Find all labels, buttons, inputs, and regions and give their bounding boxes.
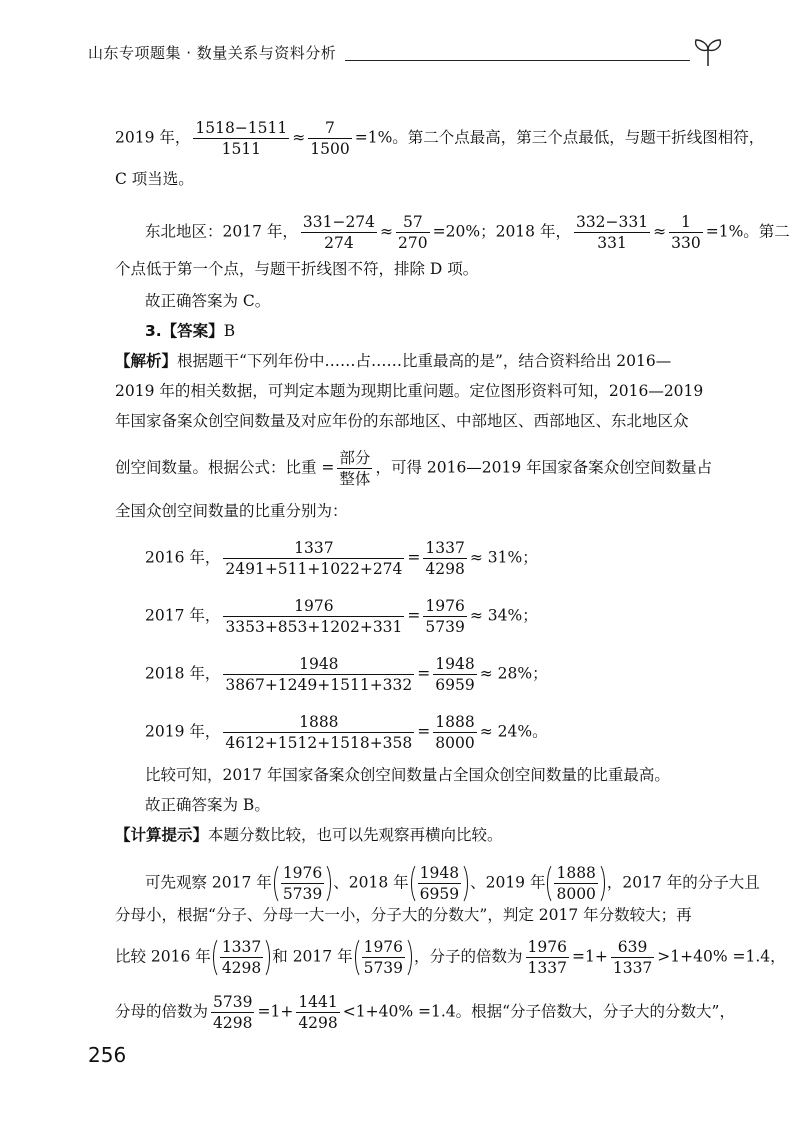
- text-line: 个点低于第一个点，与题干折线图不符，排除 D 项。: [115, 260, 479, 278]
- text-line: 【解析】根据题干“下列年份中……占……比重最高的是”，结合资料给出 2016—: [115, 352, 672, 370]
- text-line: 可先观察 2017 年 $\frac{1976}{5739}$ 、2018 年 $\frac{1948}{6959}$ 、2019 年 $\frac{1888}{8000}$ ，2017 年的分子大且: [145, 864, 760, 903]
- text-line: C 项当选。: [115, 170, 194, 188]
- text-line: 2019 年的相关数据，可判定本题为现期比重问题。定位图形资料可知，2016—2019: [115, 382, 704, 400]
- equation-row: 2018 年， $\frac{1948}{3867+1249+1511+332}$ = $\frac{1948}{6959}$ ≈ 28%；: [145, 655, 548, 694]
- running-header: 山东专项题集 · 数量关系与资料分析: [88, 44, 337, 62]
- text-line: 全国众创空间数量的比重分别为：: [115, 502, 348, 520]
- equation-row: 2019 年， $\frac{1888}{4612+1512+1518+358}$ = $\frac{1888}{8000}$ ≈ 24%。: [145, 713, 548, 752]
- text-line: 【计算提示】本题分数比较，也可以先观察再横向比较。: [115, 826, 503, 844]
- equation-row: 2016 年， $\frac{1337}{2491+511+1022+274}$ = $\frac{1337}{4298}$ ≈ 31%；: [145, 539, 538, 578]
- sprout-icon: [690, 36, 726, 68]
- equation-row: 2017 年， $\frac{1976}{3353+853+1202+331}$ = $\frac{1976}{5739}$ ≈ 34%；: [145, 597, 538, 636]
- text-line: 分母小，根据“分子、分母一大一小，分子大的分数大”，判定 2017 年分数较大；再: [115, 906, 692, 924]
- text-line: 年国家备案众创空间数量及对应年份的东部地区、中部地区、西部地区、东北地区众: [115, 412, 689, 430]
- page-number: 256: [88, 1043, 127, 1067]
- text-line: 故正确答案为 C。: [145, 292, 271, 310]
- header-rule: [345, 60, 690, 61]
- text-line: 比较 2016 年 $\frac{1337}{4298}$ 和 2017 年 $\frac{1976}{5739}$ ，分子的倍数为 $\frac{1976}{1337}$ =1+ $\frac{639}{1337}$ >1+40% =1.4，: [115, 938, 786, 977]
- answer-line: 3.【答案】B: [145, 322, 236, 340]
- text-line: 比较可知，2017 年国家备案众创空间数量占全国众创空间数量的比重最高。: [145, 766, 670, 784]
- text-line: 东北地区：2017 年， $\frac{331-274}{274}$ ≈ $\frac{57}{270}$ =20%；2018 年， $\frac{332-331}{331}$ ≈ $\frac{1}{330}$ =1%。第二: [145, 213, 790, 252]
- text-line: 创空间数量。根据公式：比重 = $\frac{\text{部分}}{\text{整体}}$ ，可得 2016—2019 年国家备案众创空间数量占: [115, 449, 713, 488]
- text-line: 故正确答案为 B。: [145, 796, 270, 814]
- text-line: 分母的倍数为 $\frac{5739}{4298}$ =1+ $\frac{1441}{4298}$ <1+40% =1.4。根据“分子倍数大，分子大的分数大”，: [115, 993, 735, 1032]
- text-line: 2019 年， $\frac{1518-1511}{1511}$ ≈ $\frac{7}{1500}$ =1%。第二个点最高，第三个点最低，与题干折线图相符，: [115, 119, 765, 158]
